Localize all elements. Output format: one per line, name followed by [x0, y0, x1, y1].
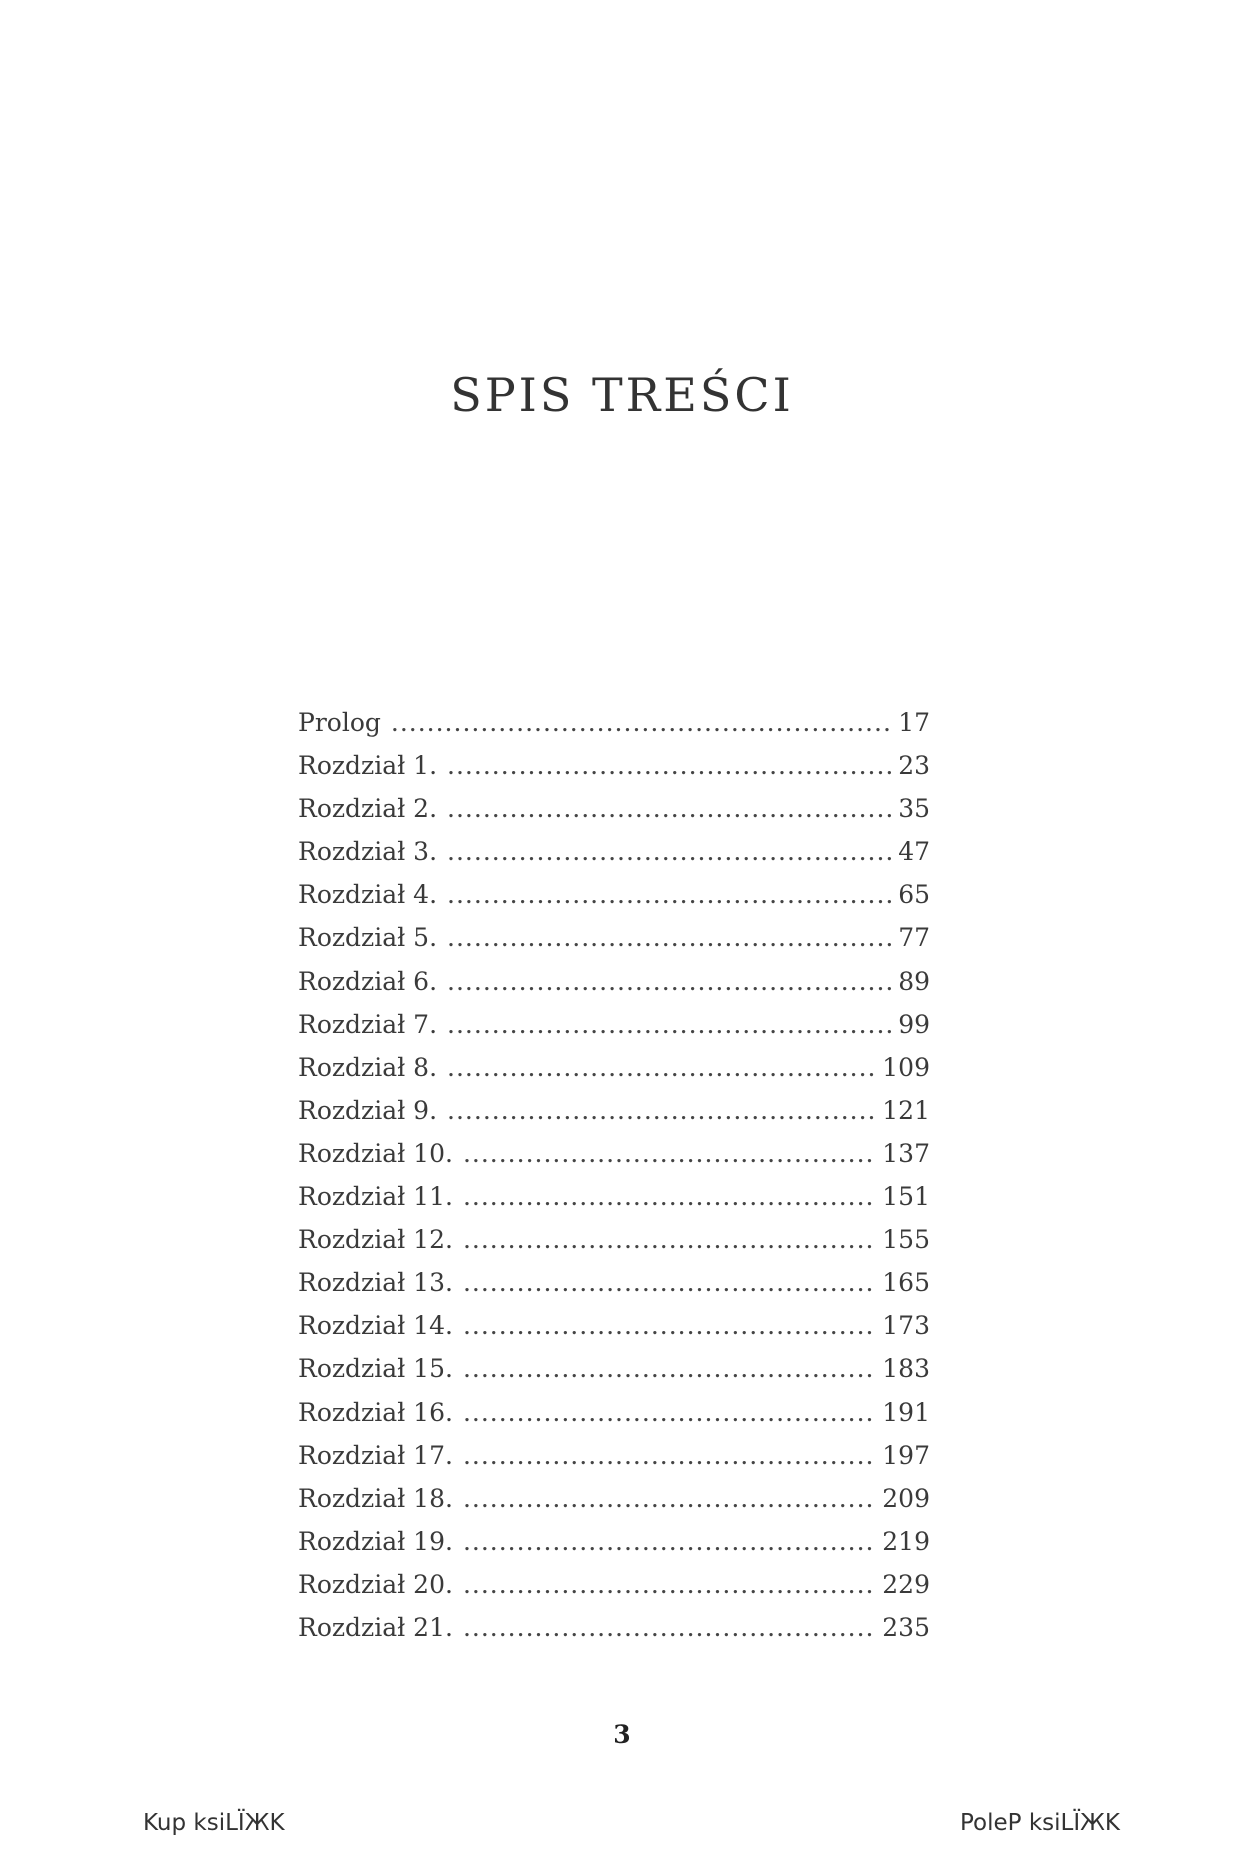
toc-dot-leader — [447, 880, 892, 909]
toc-entry — [298, 1484, 930, 1527]
toc-dot-leader — [463, 1268, 876, 1297]
toc-entry-label: Rozdział 2. — [298, 794, 438, 824]
toc-entry-label: Prolog — [298, 708, 381, 737]
toc-entry-label: Rozdział 1. — [298, 751, 438, 781]
toc-dot-leader — [391, 708, 892, 737]
toc-entry — [298, 1354, 930, 1397]
toc-dot-leader — [463, 1613, 876, 1642]
toc-entry — [298, 923, 930, 966]
toc-entry-label: Rozdział 19. — [298, 1526, 453, 1556]
toc-entry-page: 121 — [882, 1095, 930, 1125]
toc-entry-page: 35 — [898, 794, 930, 824]
recommend-book-link[interactable]: PoleP ksiLЇЖK — [960, 1810, 1120, 1836]
toc-entry — [298, 1527, 930, 1570]
toc-entry-label: Rozdział 7. — [298, 1009, 438, 1039]
buy-book-link[interactable]: Kup ksiLЇЖK — [143, 1810, 285, 1836]
page-number: 3 — [613, 1720, 631, 1749]
toc-entry-label: Rozdział 8. — [298, 1052, 438, 1082]
toc-entry-label: Rozdział 18. — [298, 1483, 453, 1513]
toc-entry-page: 173 — [882, 1311, 930, 1341]
toc-entry — [298, 1311, 930, 1354]
toc-entry — [298, 1570, 930, 1613]
toc-entry-page: 155 — [882, 1225, 930, 1255]
toc-entry — [298, 1010, 930, 1053]
toc-entry — [298, 1139, 930, 1182]
page-title: SPIS TREŚCI — [450, 368, 794, 422]
toc-dot-leader — [447, 794, 892, 823]
toc-entry-label: Rozdział 17. — [298, 1440, 453, 1470]
toc-entry-label: Rozdział 6. — [298, 966, 438, 996]
toc-entry-label: Rozdział 20. — [298, 1569, 453, 1599]
toc-entry — [298, 1613, 930, 1656]
toc-entry-label: Rozdział 14. — [298, 1311, 453, 1341]
toc-entry-page: 183 — [882, 1354, 930, 1384]
toc-entry — [298, 1053, 930, 1096]
toc-entry-label: Rozdział 21. — [298, 1612, 453, 1642]
toc-entry — [298, 794, 930, 837]
toc-dot-leader — [463, 1139, 876, 1168]
toc-entry-page: 165 — [882, 1268, 930, 1298]
toc-entry-page: 99 — [898, 1009, 930, 1039]
toc-entry — [298, 1441, 930, 1484]
toc-entry-label: Rozdział 11. — [298, 1182, 453, 1212]
toc-entry — [298, 880, 930, 923]
toc-entry-page: 47 — [898, 837, 930, 867]
toc-entry-label: Rozdział 4. — [298, 880, 438, 910]
toc-entry-label: Rozdział 10. — [298, 1138, 453, 1168]
toc-entry-label: Rozdział 9. — [298, 1095, 438, 1125]
toc-entry — [298, 708, 930, 751]
toc-entry — [298, 1182, 930, 1225]
toc-dot-leader — [463, 1225, 876, 1254]
toc-dot-leader — [463, 1354, 876, 1383]
toc-entry — [298, 1096, 930, 1139]
toc-dot-leader — [463, 1311, 876, 1340]
toc-entry-page: 151 — [882, 1182, 930, 1212]
toc-dot-leader — [447, 967, 892, 996]
toc-entry-label: Rozdział 12. — [298, 1225, 453, 1255]
toc-entry-page: 219 — [882, 1526, 930, 1556]
toc-entry-page: 89 — [898, 966, 930, 996]
toc-entry — [298, 1268, 930, 1311]
toc-entry — [298, 751, 930, 794]
toc-entry-page: 77 — [898, 923, 930, 953]
toc-entry-page: 209 — [882, 1483, 930, 1513]
toc-entry-label: Rozdział 3. — [298, 837, 438, 867]
toc-dot-leader — [463, 1570, 876, 1599]
toc-entry-page: 65 — [898, 880, 930, 910]
toc-dot-leader — [447, 751, 892, 780]
toc-entry-page: 229 — [882, 1569, 930, 1599]
toc-dot-leader — [447, 1010, 892, 1039]
toc-entry-page: 23 — [898, 751, 930, 781]
toc-entry-page: 17 — [898, 708, 930, 737]
toc-entry — [298, 837, 930, 880]
toc-entry-page: 191 — [882, 1397, 930, 1427]
toc-entry-page: 197 — [882, 1440, 930, 1470]
toc-entry-label: Rozdział 13. — [298, 1268, 453, 1298]
toc-dot-leader — [447, 1053, 876, 1082]
toc-dot-leader — [447, 923, 892, 952]
toc-dot-leader — [463, 1484, 876, 1513]
toc-entry-page: 137 — [882, 1138, 930, 1168]
toc-entry-page: 235 — [882, 1612, 930, 1642]
toc-dot-leader — [447, 837, 892, 866]
toc-dot-leader — [463, 1182, 876, 1211]
toc-entry-label: Rozdział 5. — [298, 923, 438, 953]
toc-dot-leader — [463, 1527, 876, 1556]
toc-entry — [298, 967, 930, 1010]
toc-entry-label: Rozdział 16. — [298, 1397, 453, 1427]
toc-entry-label: Rozdział 15. — [298, 1354, 453, 1384]
table-of-contents — [298, 708, 930, 1656]
toc-dot-leader — [463, 1441, 876, 1470]
toc-dot-leader — [463, 1398, 876, 1427]
toc-dot-leader — [447, 1096, 876, 1125]
toc-entry — [298, 1225, 930, 1268]
toc-entry-page: 109 — [882, 1052, 930, 1082]
toc-entry — [298, 1398, 930, 1441]
